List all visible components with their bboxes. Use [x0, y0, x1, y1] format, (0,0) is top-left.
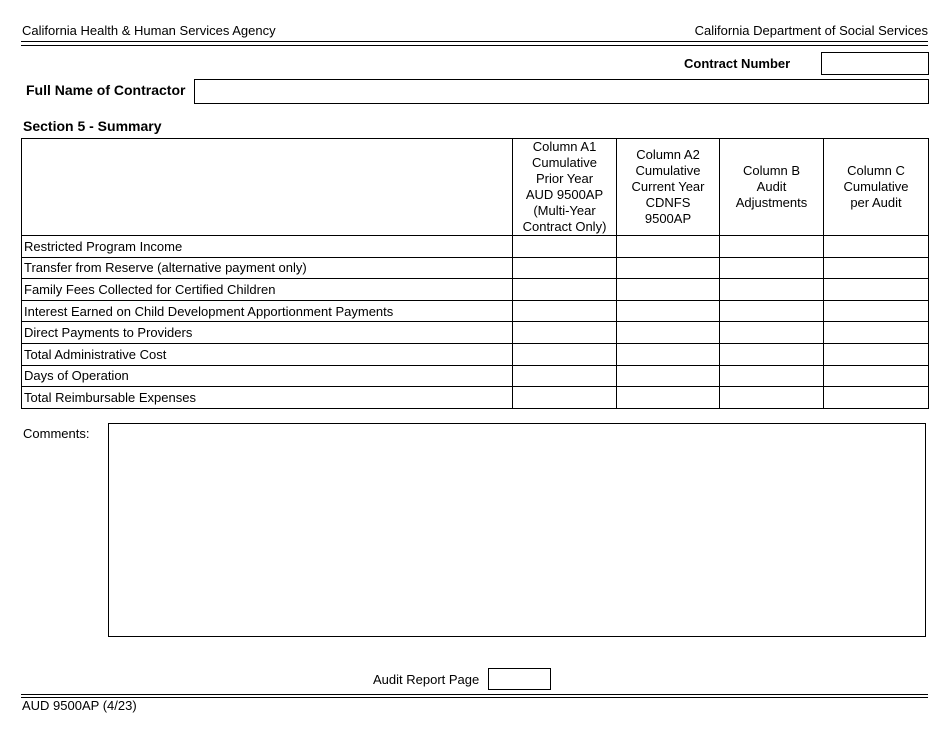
column-header-a1: Column A1 Cumulative Prior Year AUD 9500AP (Multi-Year Contract Only) — [513, 139, 617, 236]
table-row — [22, 300, 929, 322]
cell-b — [720, 300, 824, 322]
cell-input[interactable] — [720, 366, 823, 386]
column-header-b: Column B Audit Adjustments — [720, 139, 824, 236]
cell-b — [720, 387, 824, 409]
cell-a2 — [617, 322, 720, 344]
cell-input[interactable] — [617, 236, 719, 256]
column-header-c: Column C Cumulative per Audit — [824, 139, 929, 236]
cell-c — [824, 387, 929, 409]
contractor-name-input[interactable] — [194, 79, 929, 104]
cell-input[interactable] — [513, 279, 616, 299]
table-row — [22, 365, 929, 387]
cell-c — [824, 236, 929, 258]
summary-table — [21, 138, 929, 409]
cell-c — [824, 343, 929, 365]
section-title: Section 5 - Summary — [23, 118, 162, 134]
footer-rule-bottom — [21, 697, 928, 698]
cell-c — [824, 279, 929, 301]
cell-input[interactable] — [720, 301, 823, 321]
row-label-total-reimbursable-expenses: Total Reimbursable Expenses — [22, 387, 513, 409]
cell-a1 — [513, 236, 617, 258]
cell-input[interactable] — [617, 258, 719, 278]
cell-input[interactable] — [513, 387, 616, 407]
cell-a1 — [513, 322, 617, 344]
cell-input[interactable] — [720, 323, 823, 343]
contractor-name-label: Full Name of Contractor — [26, 82, 186, 98]
table-row — [22, 387, 929, 409]
cell-input[interactable] — [617, 301, 719, 321]
footer-rule-top — [21, 694, 928, 695]
cell-input[interactable] — [824, 236, 928, 256]
cell-input[interactable] — [720, 387, 823, 407]
table-row — [22, 257, 929, 279]
cell-a2 — [617, 300, 720, 322]
column-header-a2: Column A2 Cumulative Current Year CDNFS 9500AP — [617, 139, 720, 236]
cell-b — [720, 322, 824, 344]
header-rule-bottom — [21, 45, 928, 46]
cell-c — [824, 322, 929, 344]
comments-textarea[interactable] — [108, 423, 926, 637]
cell-a2 — [617, 279, 720, 301]
table-row — [22, 343, 929, 365]
agency-name-right: California Department of Social Services — [694, 23, 928, 38]
cell-a1 — [513, 257, 617, 279]
form-id: AUD 9500AP (4/23) — [22, 698, 137, 713]
cell-a1 — [513, 365, 617, 387]
header-rule-top — [21, 41, 928, 42]
cell-a2 — [617, 365, 720, 387]
cell-input[interactable] — [824, 258, 928, 278]
cell-input[interactable] — [720, 279, 823, 299]
cell-input[interactable] — [824, 366, 928, 386]
row-label-interest-earned: Interest Earned on Child Development Apportionment Payments — [22, 300, 513, 322]
cell-a2 — [617, 236, 720, 258]
cell-input[interactable] — [617, 279, 719, 299]
cell-input[interactable] — [513, 344, 616, 364]
cell-input[interactable] — [824, 387, 928, 407]
cell-input[interactable] — [617, 344, 719, 364]
cell-b — [720, 365, 824, 387]
cell-a1 — [513, 343, 617, 365]
row-label-transfer-from-reserve: Transfer from Reserve (alternative payment only) — [22, 257, 513, 279]
cell-input[interactable] — [720, 344, 823, 364]
row-label-direct-payments: Direct Payments to Providers — [22, 322, 513, 344]
row-label-family-fees: Family Fees Collected for Certified Children — [22, 279, 513, 301]
cell-input[interactable] — [513, 301, 616, 321]
cell-a1 — [513, 279, 617, 301]
cell-input[interactable] — [720, 258, 823, 278]
contract-number-input[interactable] — [821, 52, 929, 75]
cell-input[interactable] — [513, 236, 616, 256]
cell-input[interactable] — [824, 344, 928, 364]
audit-report-page-label: Audit Report Page — [373, 672, 480, 687]
table-header-row — [22, 139, 929, 236]
cell-a1 — [513, 387, 617, 409]
cell-input[interactable] — [513, 366, 616, 386]
comments-label: Comments: — [23, 426, 90, 441]
contract-number-label: Contract Number — [684, 56, 791, 71]
cell-b — [720, 343, 824, 365]
cell-input[interactable] — [617, 323, 719, 343]
cell-input[interactable] — [513, 323, 616, 343]
agency-name-left: California Health & Human Services Agency — [22, 23, 276, 38]
cell-a2 — [617, 257, 720, 279]
cell-input[interactable] — [824, 301, 928, 321]
column-header-label — [22, 139, 513, 236]
cell-a2 — [617, 343, 720, 365]
row-label-days-of-operation: Days of Operation — [22, 365, 513, 387]
cell-a2 — [617, 387, 720, 409]
cell-input[interactable] — [824, 323, 928, 343]
cell-input[interactable] — [617, 366, 719, 386]
cell-input[interactable] — [617, 387, 719, 407]
table-row — [22, 279, 929, 301]
cell-b — [720, 279, 824, 301]
audit-report-page-input[interactable] — [488, 668, 551, 690]
cell-input[interactable] — [513, 258, 616, 278]
cell-b — [720, 257, 824, 279]
cell-a1 — [513, 300, 617, 322]
cell-c — [824, 257, 929, 279]
row-label-restricted-program-income: Restricted Program Income — [22, 236, 513, 258]
cell-c — [824, 365, 929, 387]
cell-b — [720, 236, 824, 258]
cell-input[interactable] — [720, 236, 823, 256]
cell-input[interactable] — [824, 279, 928, 299]
cell-c — [824, 300, 929, 322]
table-row — [22, 322, 929, 344]
table-row — [22, 236, 929, 258]
row-label-total-administrative-cost: Total Administrative Cost — [22, 343, 513, 365]
